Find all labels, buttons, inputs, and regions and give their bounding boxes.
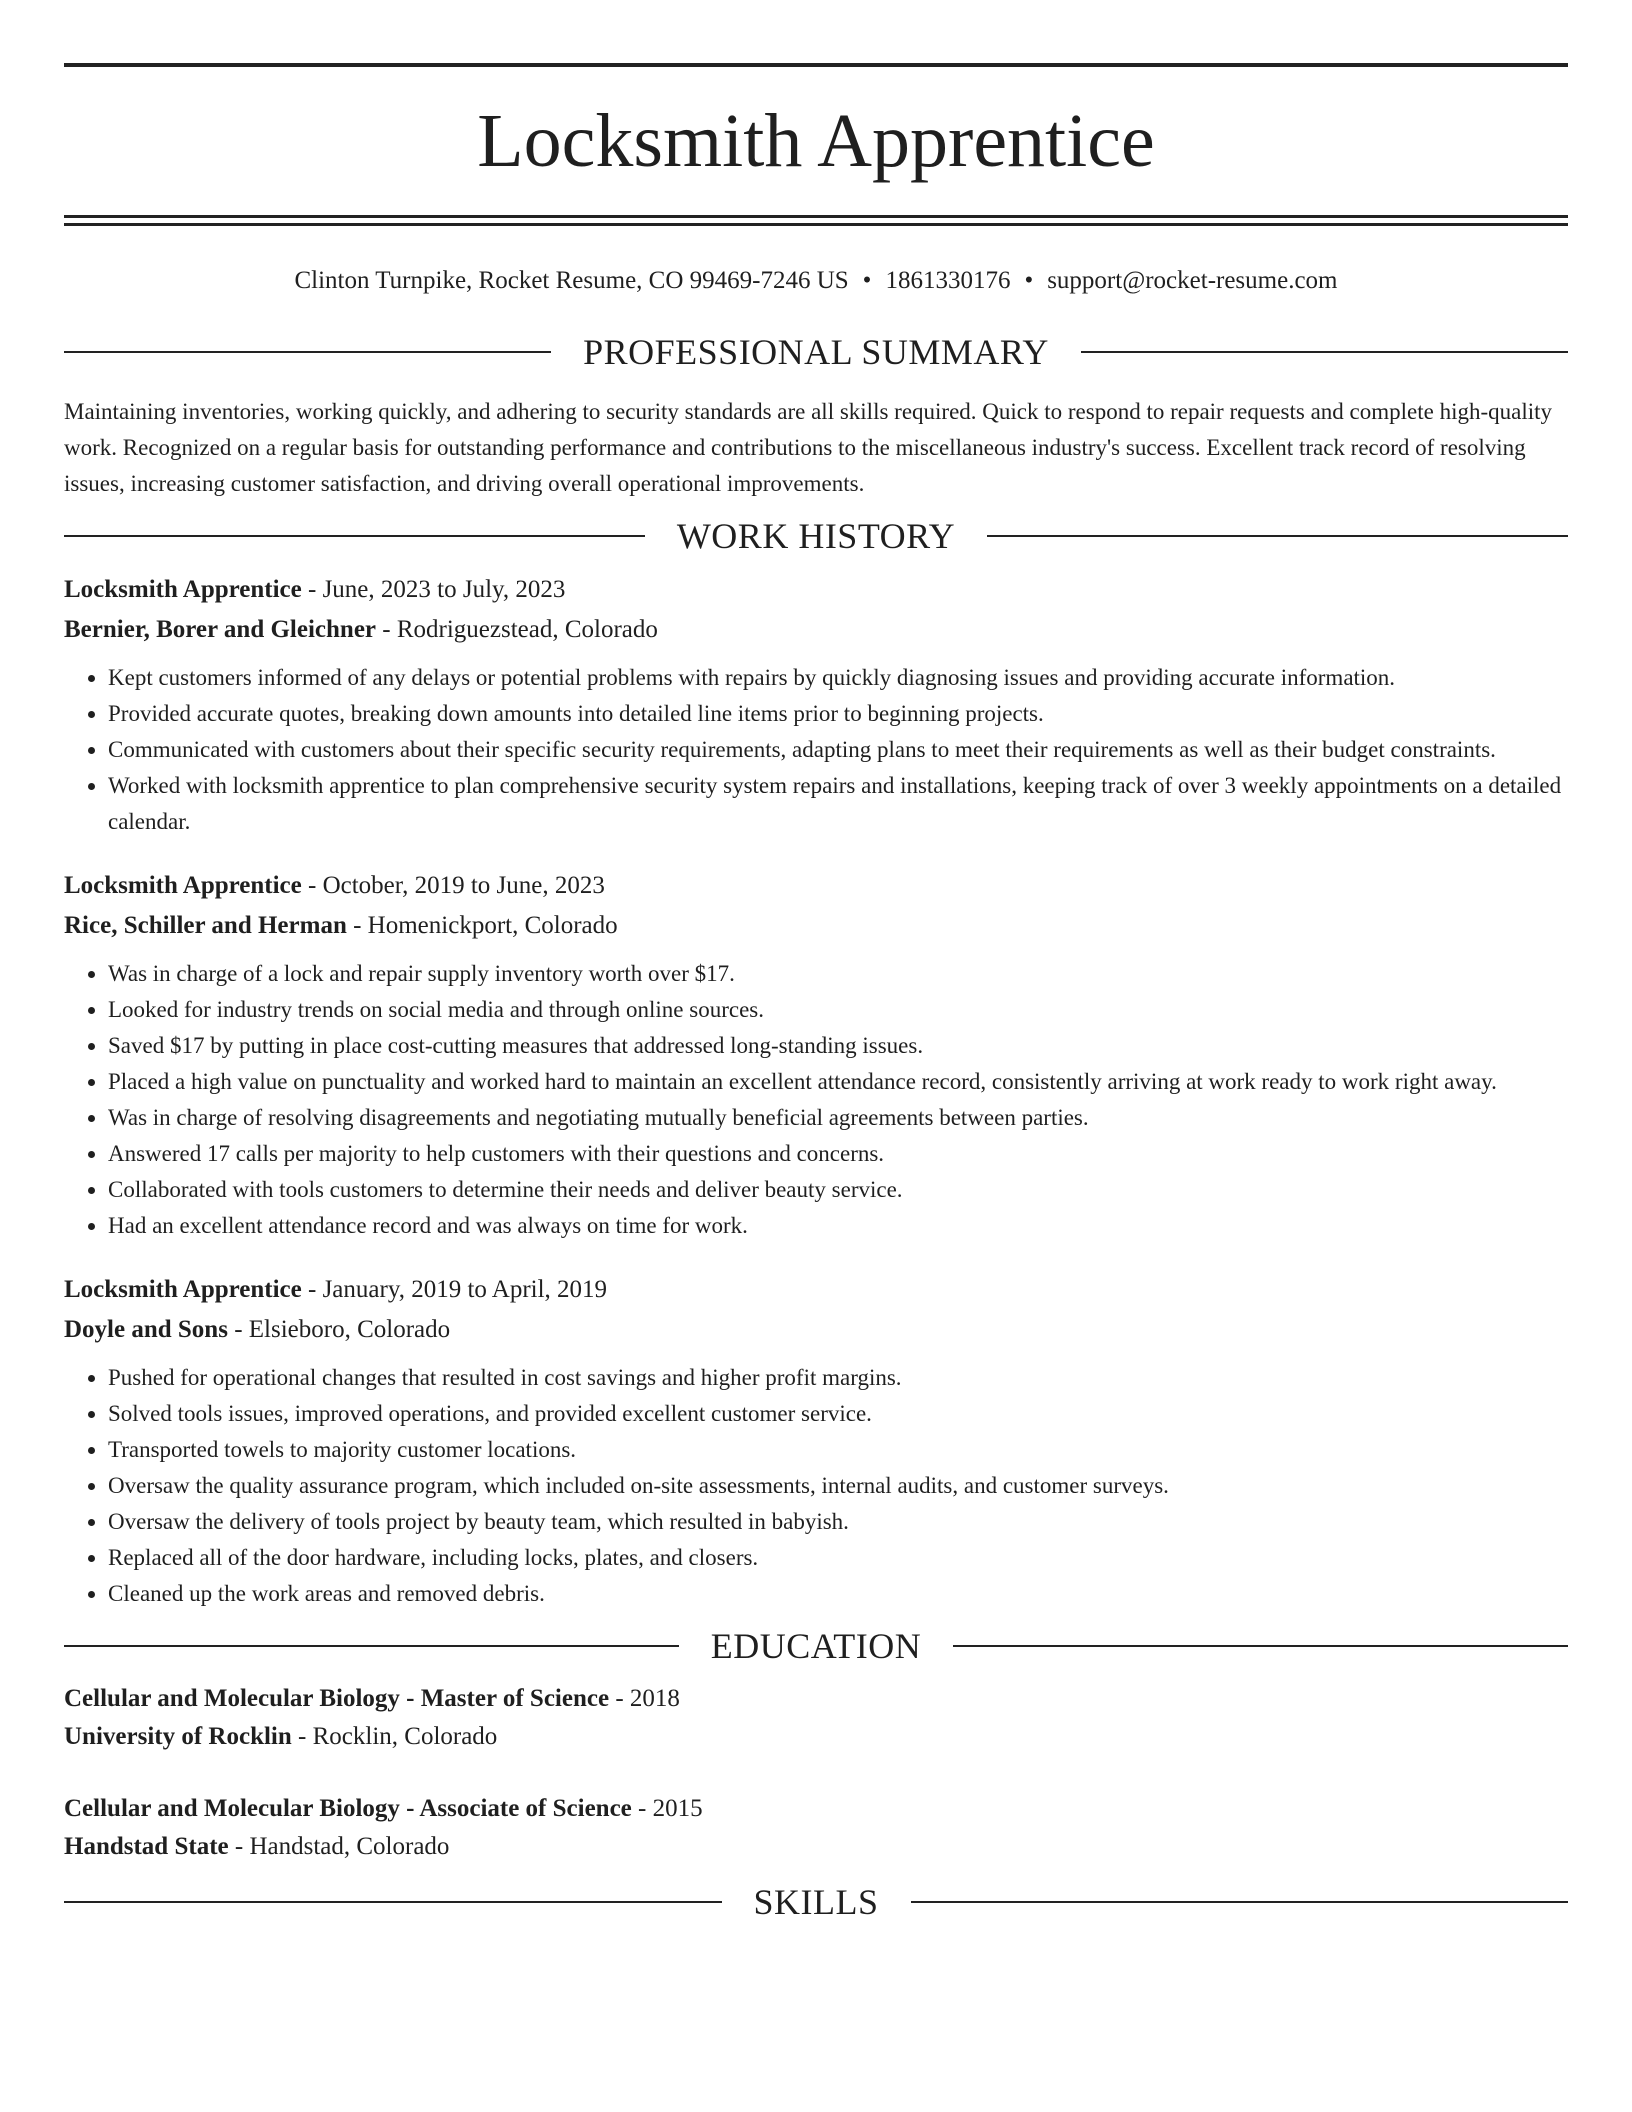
list-item: • Communicated with customers about their specific security requirements, adapting plans to meet their requirements as well as their budget constraints. [108,732,1568,768]
education-degree: Cellular and Molecular Biology - Master of Science [64,1685,610,1712]
list-item: • Was in charge of a lock and repair supply inventory worth over $17. [108,956,1568,992]
job-location: - Homenickport, Colorado [346,912,618,939]
job-title-line [64,866,1568,906]
contact-phone: 1861330176 [885,267,1011,294]
job-entry [64,1270,1568,1612]
job-title: Locksmith Apprentice [64,1276,302,1303]
education-year: - 2018 [609,1685,680,1712]
resume-title: Locksmith Apprentice [477,99,1155,183]
list-item: • Solved tools issues, improved operations, and provided excellent customer service. [108,1396,1568,1432]
skills-heading-label: SKILLS [753,1882,879,1922]
job-company-line [64,906,1568,946]
title-double-rule [64,215,1568,226]
list-item: • Oversaw the quality assurance program, which included on-site assessments, internal audits, and customer surveys. [108,1468,1568,1504]
list-item: • Placed a high value on punctuality and worked hard to maintain an excellent attendance record, consistently arriving at work ready to work right away. [108,1064,1568,1100]
list-item: • Worked with locksmith apprentice to plan comprehensive security system repairs and installations, keeping track of over 3 weekly appointments on a detailed calendar. [108,768,1568,840]
contact-email: support@rocket-resume.com [1047,267,1338,294]
summary-text: Maintaining inventories, working quickly, and adhering to security standards are all skills required. Quick to respond to repair requests and complete high-quality work. Recognized on a regular basis for outstanding performance and contributions to the miscellaneous industry's success. Excellent track record of resolving issues, increasing customer satisfaction, and driving overall operational improvements. [64,399,1553,496]
work-history-heading-label: WORK HISTORY [676,516,956,556]
job-company-line [64,610,1568,650]
job-entry [64,570,1568,840]
summary-heading [64,332,1568,372]
list-item: • Saved $17 by putting in place cost-cutting measures that addressed long-standing issues. [108,1028,1568,1064]
education-degree: Cellular and Molecular Biology - Associate of Science [64,1795,632,1822]
heading-rule-right [987,535,1568,537]
job-location: - Rodriguezstead, Colorado [376,616,658,643]
job-entry [64,866,1568,1244]
work-history-heading [64,516,1568,556]
education-school-line [64,1828,1568,1866]
job-company: Doyle and Sons [64,1316,228,1343]
education-entry [64,1680,1568,1756]
education-year: - 2015 [631,1795,703,1822]
education-location: - Rocklin, Colorado [291,1723,498,1750]
job-bullets [64,660,1568,840]
education-school: University of Rocklin [64,1723,292,1750]
job-company-line [64,1310,1568,1350]
list-item: • Provided accurate quotes, breaking down amounts into detailed line items prior to beginning projects. [108,696,1568,732]
resume-page [64,0,1568,1922]
education-school-line [64,1718,1568,1756]
heading-rule-right [953,1645,1568,1647]
contact-separator: • [1024,267,1034,294]
job-location: - Elsieboro, Colorado [227,1316,451,1343]
job-company: Bernier, Borer and Gleichner [64,616,377,643]
heading-rule-left [64,351,551,353]
education-entry [64,1790,1568,1866]
heading-rule-right [1081,351,1568,353]
education-degree-line [64,1790,1568,1828]
heading-rule-left [64,1645,679,1647]
list-item: • Collaborated with tools customers to determine their needs and deliver beauty service. [108,1172,1568,1208]
contact-line [64,266,1568,296]
job-title-line [64,570,1568,610]
education-heading-label: EDUCATION [710,1626,922,1666]
list-item: • Oversaw the delivery of tools project by beauty team, which resulted in babyish. [108,1504,1568,1540]
heading-rule-left [64,1901,722,1903]
education-school: Handstad State [64,1833,229,1860]
list-item: • Cleaned up the work areas and removed debris. [108,1576,1568,1612]
job-bullets [64,1360,1568,1612]
heading-rule-right [911,1901,1569,1903]
list-item: • Was in charge of resolving disagreements and negotiating mutually beneficial agreements between parties. [108,1100,1568,1136]
education-degree-line [64,1680,1568,1718]
job-company: Rice, Schiller and Herman [64,912,347,939]
contact-separator: • [862,267,872,294]
job-dates: - January, 2019 to April, 2019 [301,1276,608,1303]
list-item: • Transported towels to majority customer locations. [108,1432,1568,1468]
job-title: Locksmith Apprentice [64,576,302,603]
skills-heading [64,1882,1568,1922]
contact-address: Clinton Turnpike, Rocket Resume, CO 99469-7246 US [294,267,849,294]
job-dates: - October, 2019 to June, 2023 [301,872,605,899]
heading-rule-left [64,535,645,537]
education-location: - Handstad, Colorado [228,1833,450,1860]
job-title-line [64,1270,1568,1310]
education-heading [64,1626,1568,1666]
list-item: • Had an excellent attendance record and was always on time for work. [108,1208,1568,1244]
list-item: • Pushed for operational changes that resulted in cost savings and higher profit margins. [108,1360,1568,1396]
list-item: • Looked for industry trends on social media and through online sources. [108,992,1568,1028]
job-dates: - June, 2023 to July, 2023 [301,576,566,603]
job-bullets [64,956,1568,1244]
list-item: • Answered 17 calls per majority to help customers with their questions and concerns. [108,1136,1568,1172]
job-title: Locksmith Apprentice [64,872,302,899]
list-item: • Kept customers informed of any delays or potential problems with repairs by quickly diagnosing issues and providing accurate information. [108,660,1568,696]
summary-heading-label: PROFESSIONAL SUMMARY [583,332,1049,372]
list-item: • Replaced all of the door hardware, including locks, plates, and closers. [108,1540,1568,1576]
